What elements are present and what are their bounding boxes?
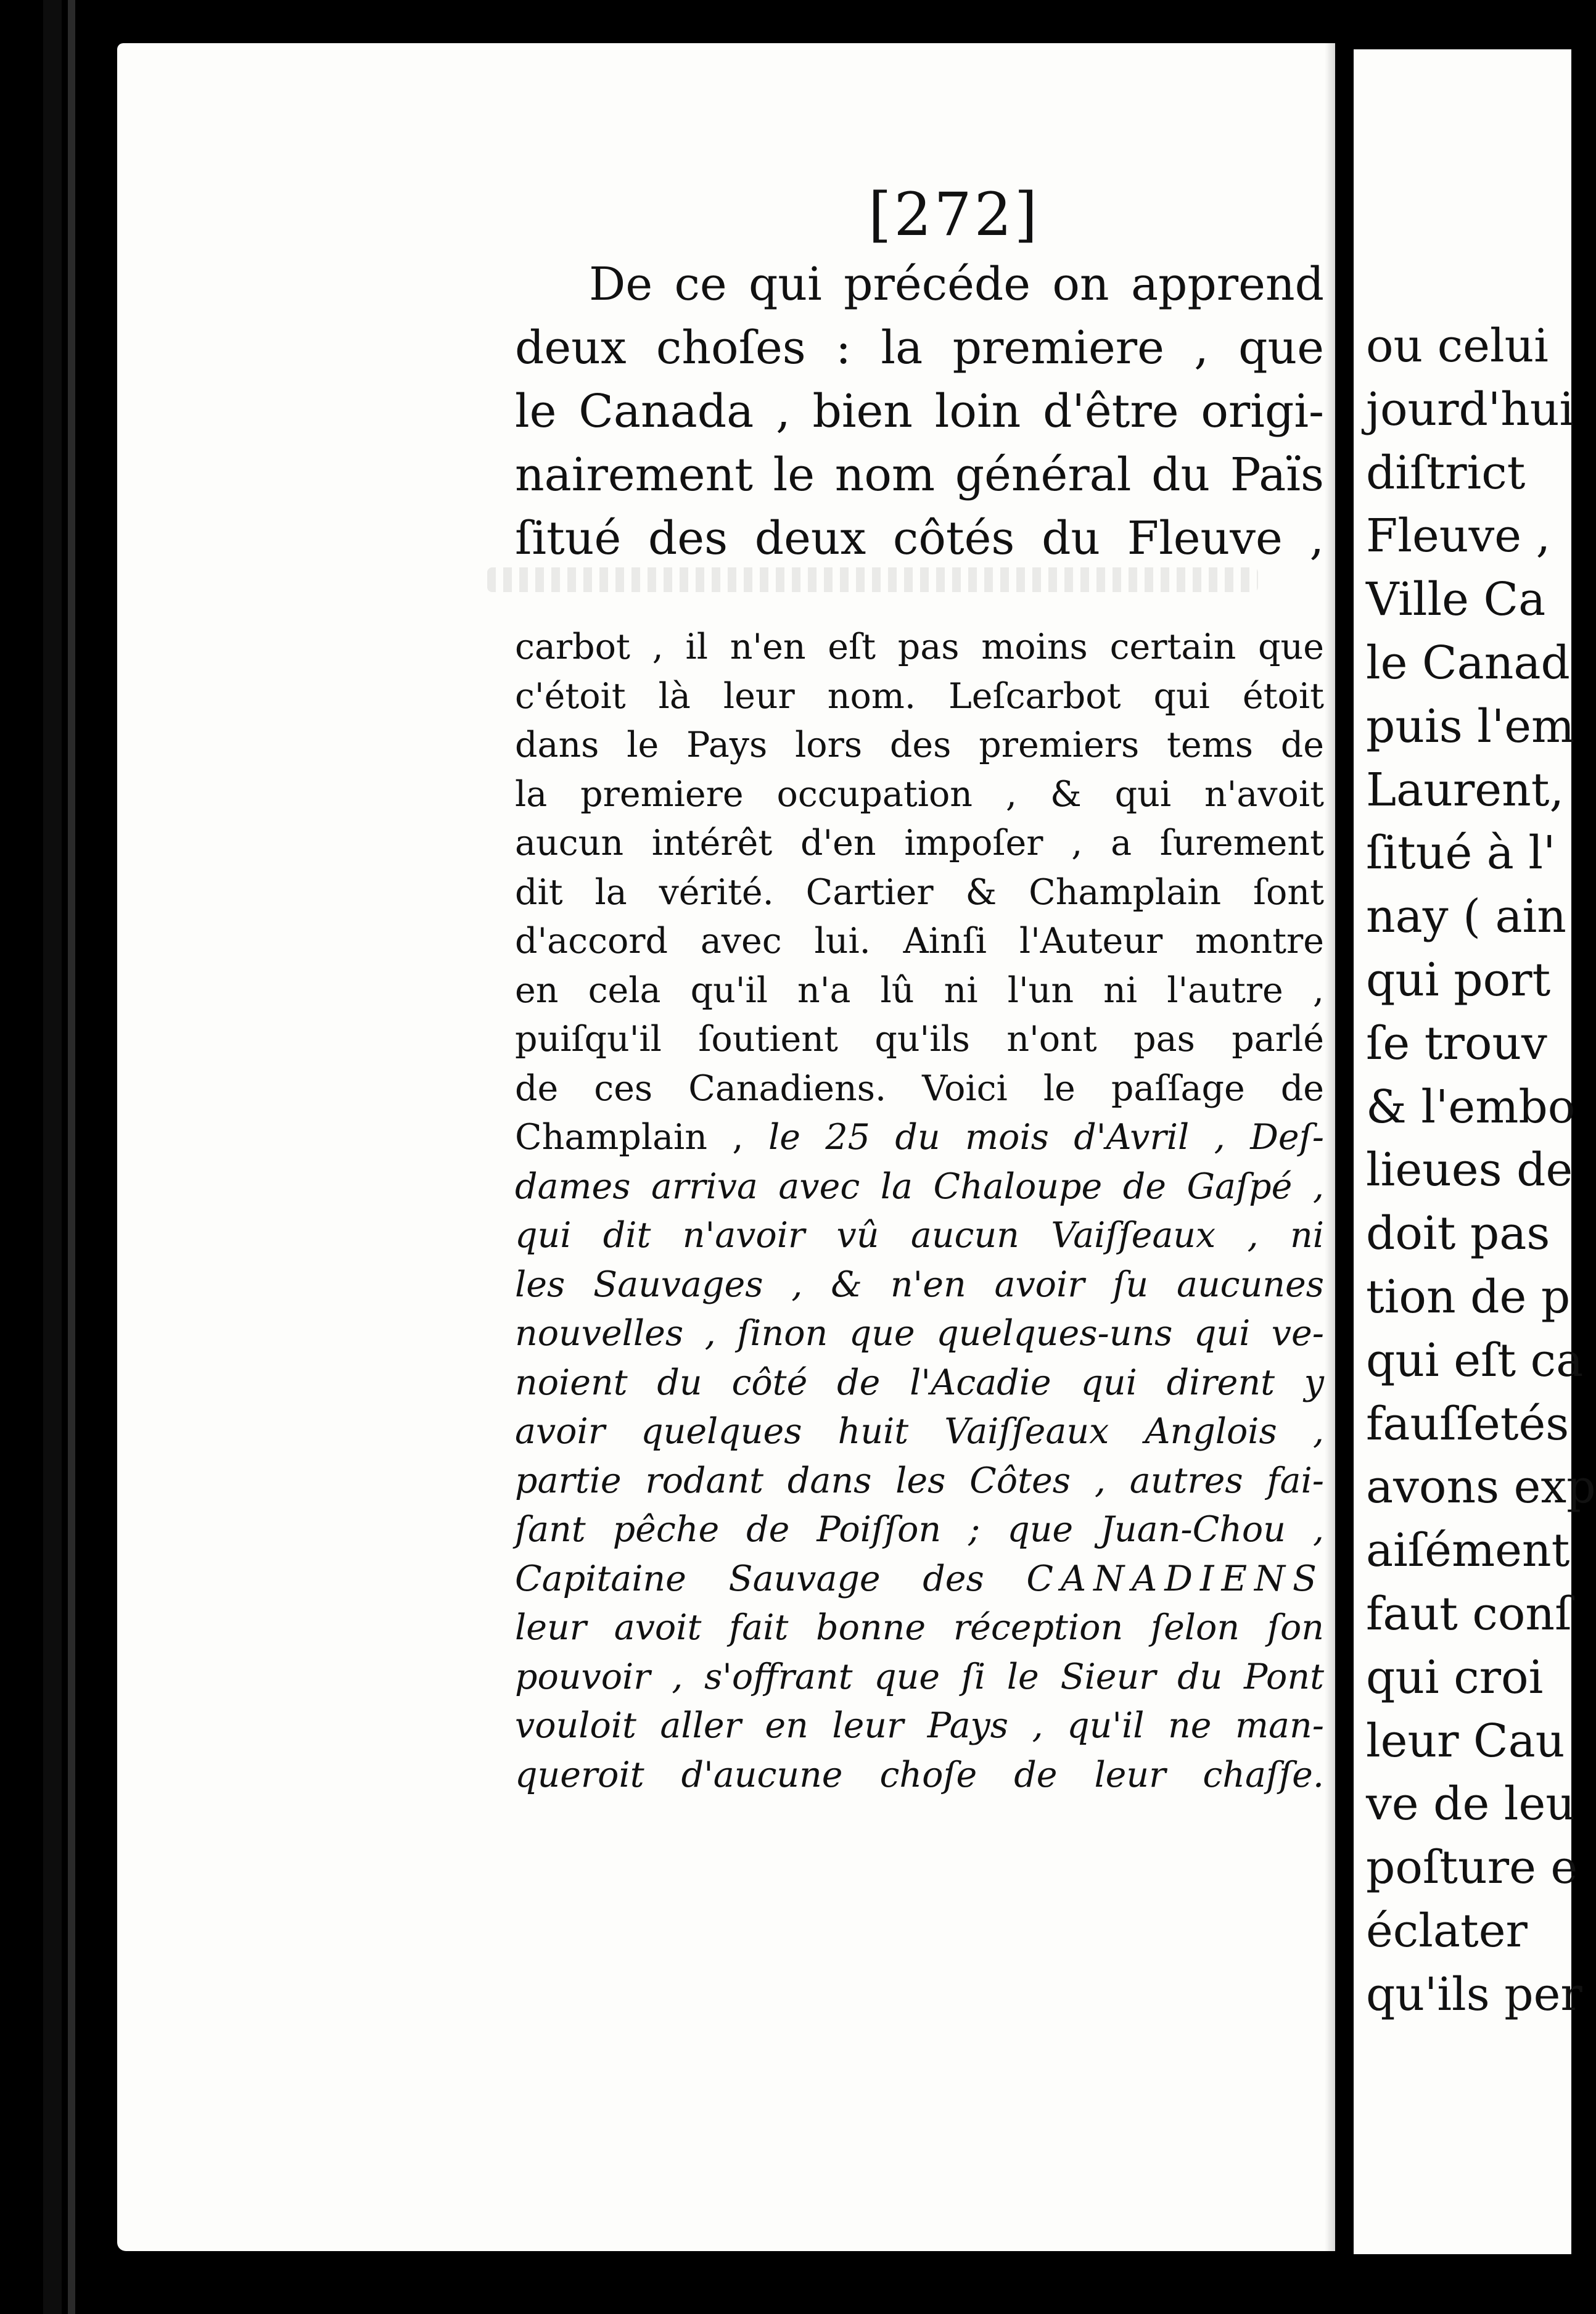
text-line: [515, 1113, 1324, 1163]
quote-line: [515, 1555, 1324, 1604]
quote-line: noient du côté de l'Acadie qui dirent y: [515, 1362, 1324, 1403]
right-page-line: leur Cau: [1366, 1714, 1565, 1768]
show-through-text: [487, 567, 1258, 592]
right-page-line: ou celui: [1366, 319, 1549, 373]
quote-line: leur avoit fait bonne réception ſelon ſon: [515, 1607, 1324, 1648]
right-page-line: éclater: [1366, 1904, 1528, 1958]
right-page-line: lieues de: [1366, 1143, 1573, 1197]
text-line: c'étoit là leur nom. Leſcarbot qui étoit: [515, 675, 1324, 717]
right-page-line: diſtrict: [1366, 446, 1526, 500]
text-line: dit la vérité. Cartier & Champlain ſont: [515, 871, 1324, 913]
right-page-line: faut conſ: [1366, 1587, 1572, 1641]
quote-line: vouloit aller en leur Pays , qu'il ne man-: [515, 1705, 1324, 1746]
text-line: le Canada , bien loin d'être origi-: [515, 385, 1324, 438]
right-page-line: fauſſetés: [1366, 1397, 1569, 1451]
text-line: ſitué des deux côtés du Fleuve ,: [515, 512, 1324, 565]
right-page-line: qui port: [1366, 953, 1551, 1007]
quote-line: avoir quelques huit Vaiſſeaux Anglois ,: [515, 1411, 1324, 1452]
right-page-line: & l'embo: [1366, 1080, 1576, 1134]
quote-line: les Sauvages , & n'en avoir ſu aucunes: [515, 1264, 1324, 1305]
right-page-line: doit pas: [1366, 1207, 1550, 1261]
right-page-line: tion de p: [1366, 1270, 1571, 1324]
right-page-line: ſitué à l': [1366, 826, 1556, 880]
right-page-line: qui eſt ca: [1366, 1333, 1584, 1387]
text-line: puiſqu'il ſoutient qu'ils n'ont pas parlé: [515, 1019, 1324, 1060]
text-line: d'accord avec lui. Ainſi l'Auteur montre: [515, 921, 1324, 961]
right-page-line: puis l'em: [1366, 699, 1575, 753]
bottom-paragraph: [515, 623, 1324, 1800]
right-page-line: Ville Ca: [1366, 573, 1546, 627]
right-page-line: qui croi: [1366, 1650, 1544, 1704]
quote-line: queroit d'aucune choſe de leur chaſſe.: [515, 1754, 1324, 1795]
binding-edge: [68, 0, 75, 2314]
right-page-line: ve de leu: [1366, 1777, 1575, 1831]
right-page-line: le Canad: [1366, 636, 1570, 690]
right-page-line: qu'ils per: [1366, 1967, 1582, 2021]
right-page-text: [1366, 315, 1596, 2027]
quote-line: pouvoir , s'offrant que ſi le Sieur du Pont: [515, 1656, 1324, 1697]
quote-line: ſant pêche de Poiſſon ; que Juan-Chou ,: [515, 1509, 1324, 1550]
text-line: deux choſes : la premiere , que: [515, 321, 1324, 374]
top-paragraph: [515, 253, 1324, 570]
quote-line: qui dit n'avoir vû aucun Vaiſſeaux , ni: [515, 1215, 1324, 1256]
quote-text: Capitaine Sauvage des: [515, 1558, 984, 1599]
quote-line: nouvelles , ſinon que quelques-uns qui ve-: [515, 1313, 1324, 1354]
right-page: [1354, 49, 1596, 2254]
right-page-line: poſture e: [1366, 1841, 1578, 1895]
text-line: aucun intérêt d'en impoſer , a ſurement: [515, 823, 1324, 863]
quote-lead: Champlain ,: [515, 1117, 744, 1158]
right-page-line: Laurent,: [1366, 763, 1565, 817]
right-page-line: aiſément: [1366, 1524, 1570, 1578]
text-line: nairement le nom général du Païs: [515, 448, 1324, 501]
right-page-line: jourd'hui: [1366, 382, 1574, 436]
text-line: en cela qu'il n'a lû ni l'un ni l'autre ,: [515, 970, 1324, 1011]
quote-caps-word: CANADIENS: [1026, 1558, 1324, 1599]
right-page-line: nay ( ain: [1366, 890, 1566, 944]
text-line: de ces Canadiens. Voici le paſſage de: [515, 1068, 1324, 1109]
gutter-shadow: [1325, 43, 1349, 2251]
quote-text: le 25 du mois d'Avril , Deſ-: [768, 1117, 1324, 1158]
right-page-line: avons exp: [1366, 1460, 1596, 1514]
text-line: la premiere occupation , & qui n'avoit: [515, 773, 1324, 815]
quote-line: dames arriva avec la Chaloupe de Gaſpé ,: [515, 1166, 1324, 1207]
text-line: De ce qui précéde on apprend: [589, 258, 1324, 311]
right-page-line: Fleuve ,: [1366, 509, 1551, 563]
quote-line: partie rodant dans les Côtes , autres fai-: [515, 1460, 1324, 1501]
page-number: [272]: [868, 180, 1040, 249]
text-line: dans le Pays lors des premiers tems de: [515, 725, 1324, 765]
right-page-line: ſe trouv: [1366, 1016, 1547, 1070]
binding-shadow: [43, 0, 62, 2314]
text-line: carbot , il n'en eſt pas moins certain que: [515, 627, 1324, 667]
